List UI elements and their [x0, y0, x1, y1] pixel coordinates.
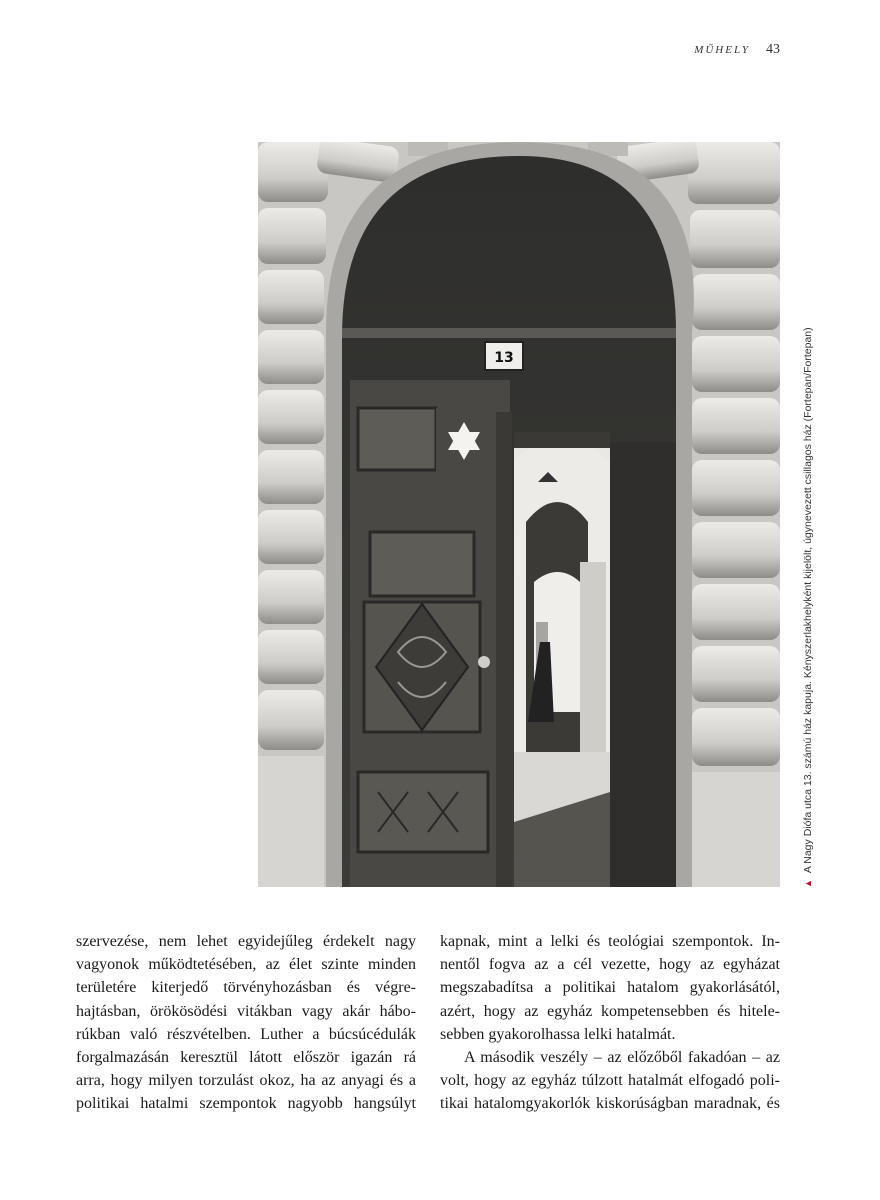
star-of-david-icon [436, 408, 492, 486]
stone-blocks-right [688, 142, 780, 887]
body-column-left [76, 930, 416, 1116]
text-line: forgalmazásán keresztül látott először igazán rá [76, 1049, 416, 1067]
section-title: MŰHELY [694, 44, 750, 56]
text-line: kapnak, mint a lelki és teológiai szempontok. In- [440, 933, 780, 950]
text-line: azért, hogy az egyház kompetensebben és hitele- [440, 1002, 780, 1020]
doorway-photo [258, 142, 780, 887]
text-line: szervezése, nem lehet egyidejűleg érdekelt nagy [76, 933, 416, 950]
stone-blocks-left [258, 142, 328, 887]
text-line: területére kiterjedő törvényhozásban és végre- [76, 979, 416, 997]
text-line: politikai hatalmi szempontok nagyobb hangsúlyt [76, 1095, 416, 1113]
text-line: sebben gyakorolhassa lelki hatalmát. [440, 1025, 676, 1043]
body-column-right [440, 930, 780, 1116]
text-line: A második veszély – az előzőből fakadóan – az [464, 1049, 780, 1067]
page-number: 43 [766, 42, 780, 57]
text-line: megszabadítsa a politikai hatalom gyakorlásától, [440, 979, 780, 997]
caption-marker-icon: ▲ [803, 879, 813, 888]
text-line: arra, hogy milyen torzulást okoz, ha az anyagi és a [76, 1072, 416, 1090]
text-line: vagyonok működtetésében, az élet szinte minden [76, 956, 416, 974]
house-number: 13 [494, 350, 514, 366]
photo-caption [802, 288, 814, 888]
text-line: tikai hatalomgyakorlók kiskorúságban maradnak, és [440, 1095, 780, 1113]
text-line: volt, hogy az egyház túlzott hatalmát elfogadó poli- [440, 1072, 780, 1090]
text-line: rúkban való részvételben. Luther a búcsúcédulák [76, 1025, 416, 1043]
caption-text: A Nagy Diófa utca 13. számú ház kapuja. Kényszerlakhelyként kijelölt, úgynevezett csillagos ház (Fortepan/Fortepan) [802, 327, 814, 874]
text-line: hajtásban, örökösödési vitákban vagy akár hábo- [76, 1002, 416, 1020]
running-header [620, 42, 780, 64]
text-line: nentől fogva az a cél vezette, hogy az egyházat [440, 956, 780, 974]
